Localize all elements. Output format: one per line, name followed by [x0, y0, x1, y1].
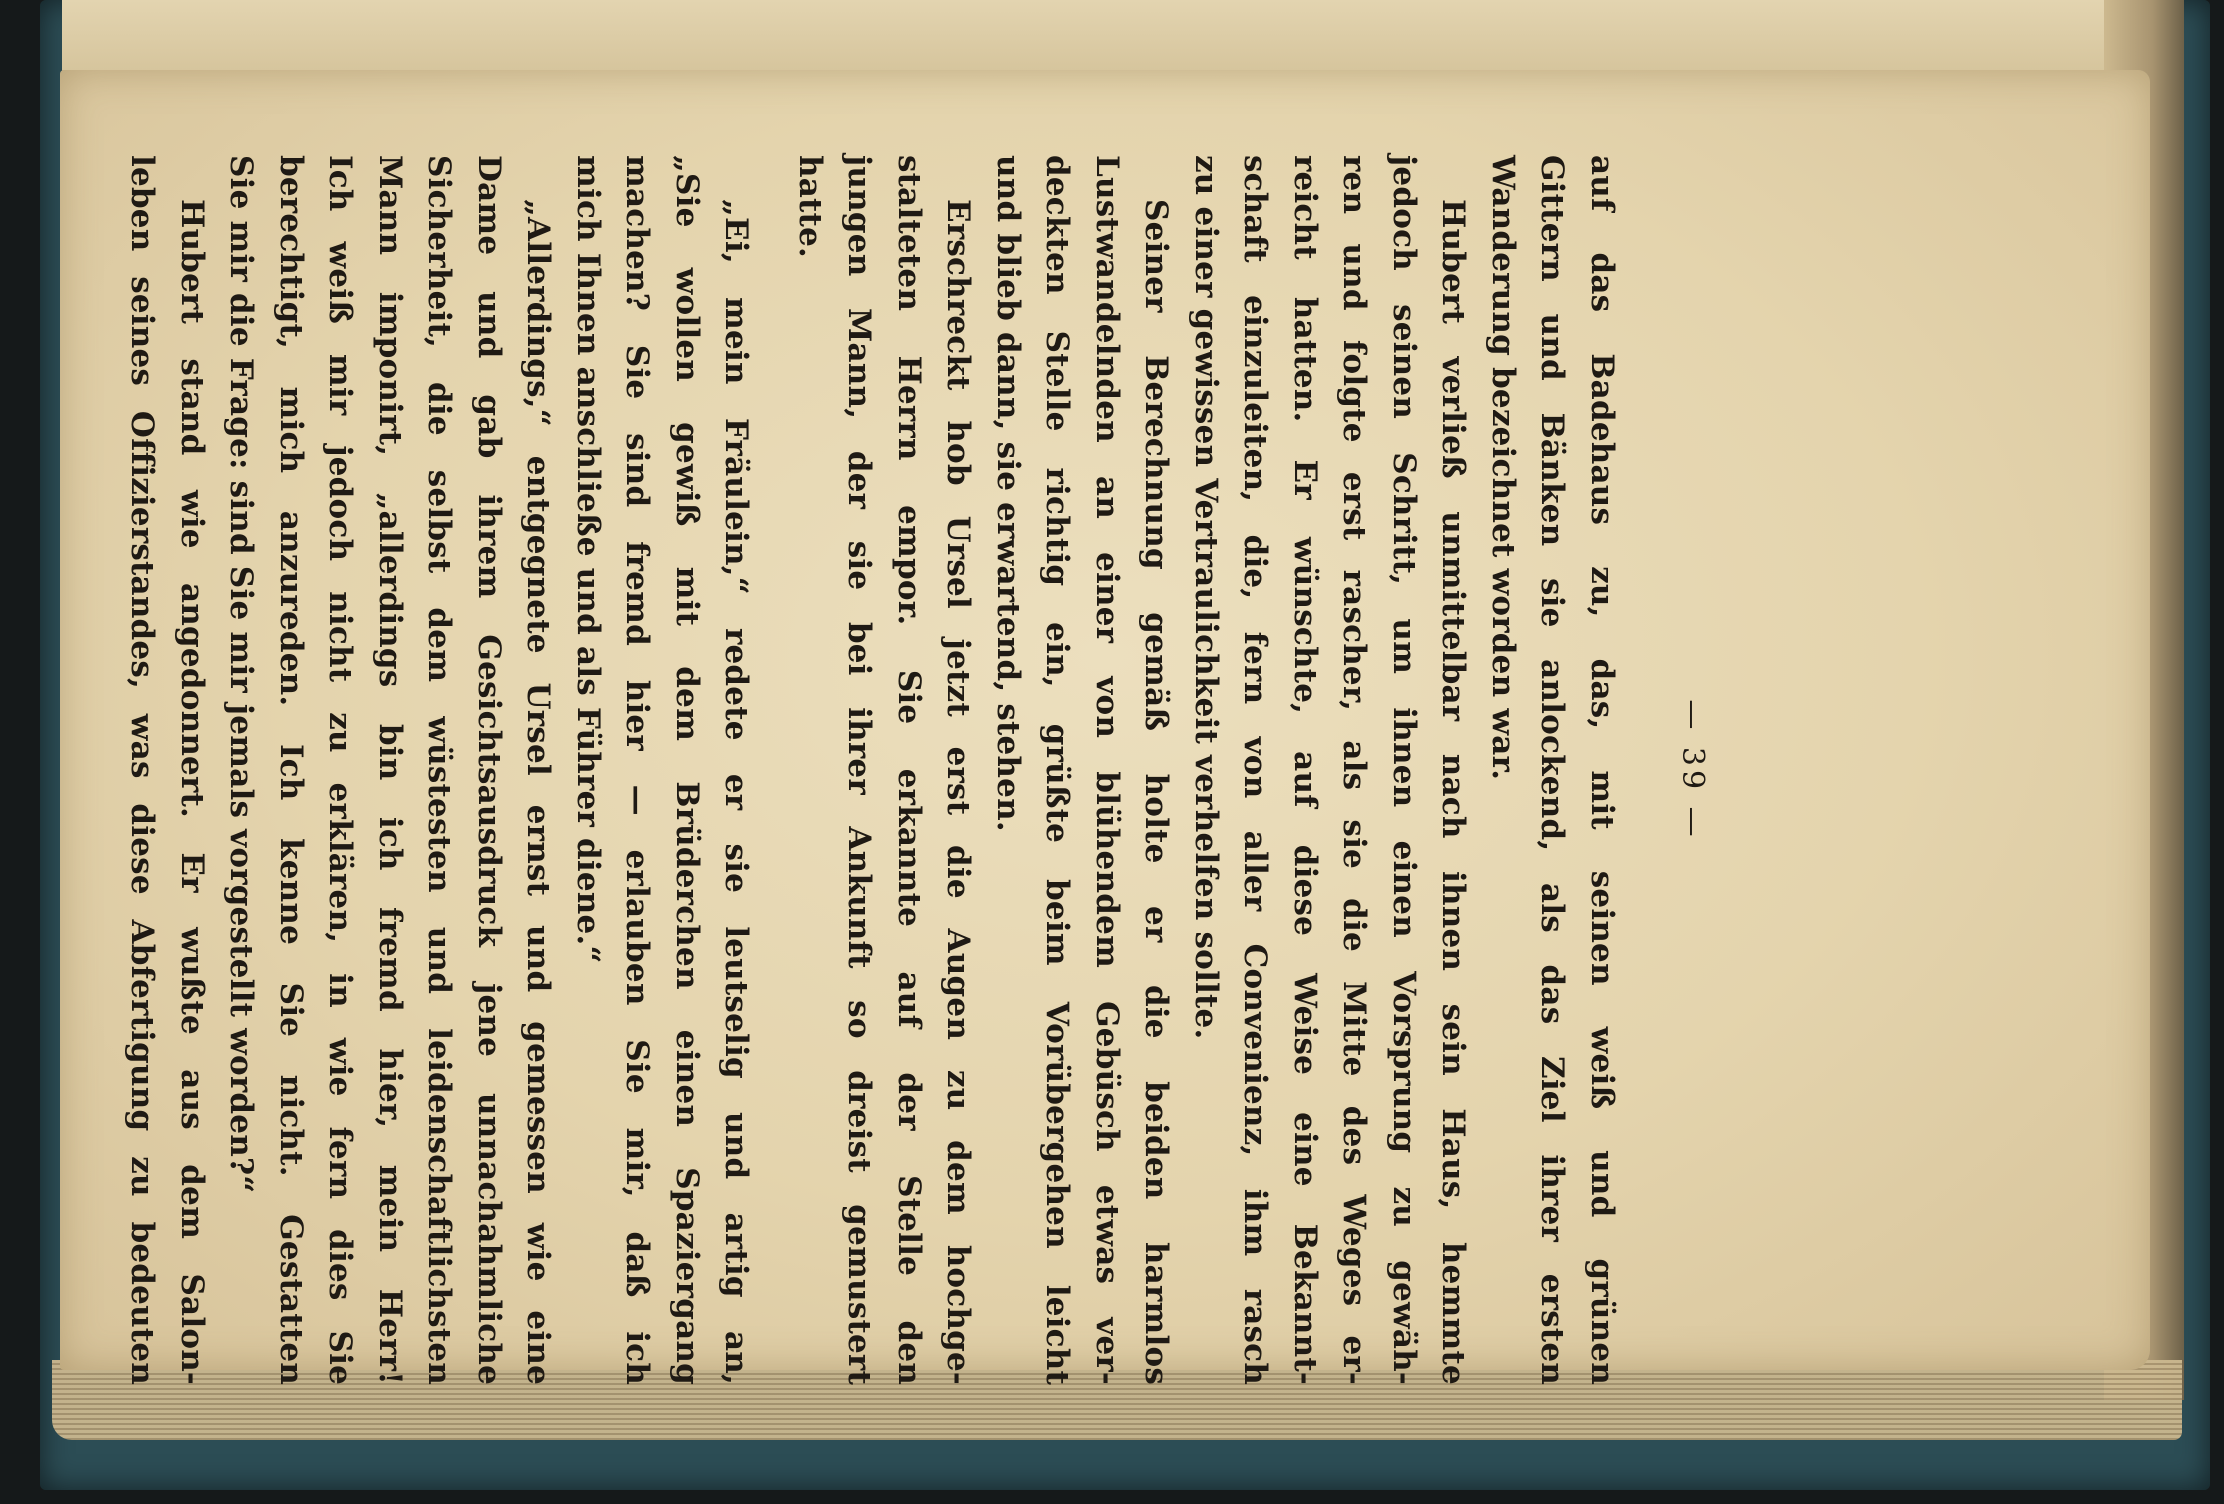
page-number: — 39 —	[1675, 699, 1710, 841]
previous-page-edge	[62, 0, 2162, 73]
text-line: stalteten Herrn empor. Sie erkannte auf der Stelle den	[891, 155, 927, 1385]
text-block	[124, 155, 1710, 1385]
book-page	[60, 70, 2150, 1385]
text-line: jedoch seinen Schritt, um ihnen einen Vorsprung zu gewäh-	[1386, 155, 1422, 1385]
text-line: schaft einzuleiten, die, fern von aller Convenienz, ihm rasch	[1237, 155, 1274, 1385]
text-line: berechtigt, mich anzureden. Ich kenne Sie nicht. Gestatten	[273, 155, 309, 1385]
text-line: Erschreckt hob Ursel jetzt erst die Augen zu dem hochge-	[940, 199, 977, 1385]
text-line: jungen Mann, der sie bei ihrer Ankunft so dreist gemustert	[841, 155, 878, 1385]
text-line: und blieb dann, sie erwartend, stehen.	[990, 155, 1026, 832]
text-line: auf das Badehaus zu, das, mit seinen weiß und grünen	[1584, 155, 1620, 1385]
text-line: Sie mir die Frage: sind Sie mir jemals vorgestellt worden?“	[223, 155, 260, 1194]
text-line: Mann imponirt, „allerdings bin ich fremd hier, mein Herr!	[372, 155, 408, 1385]
text-line: hatte.	[792, 155, 828, 258]
text-line: leben seines Offizierstandes, was diese Abfertigung zu bedeuten	[124, 155, 161, 1385]
text-line: zu einer gewissen Vertraulichkeit verhelfen sollte.	[1188, 155, 1224, 1040]
text-line: „Ei, mein Fräulein,“ redete er sie leutselig und artig an,	[718, 199, 755, 1385]
text-line: ren und folgte erst rascher, als sie die Mitte des Weges er-	[1336, 155, 1373, 1385]
text-line: Dame und gab ihrem Gesichtsausdruck jene unnachahmliche	[471, 155, 507, 1385]
text-line: „Allerdings,“ entgegnete Ursel ernst und gemessen wie eine	[520, 199, 557, 1385]
text-line: Hubert stand wie angedonnert. Er wußte aus dem Salon-	[174, 199, 210, 1385]
text-line: Lustwandelnden an einer von blühendem Gebüsch etwas ver-	[1089, 155, 1125, 1385]
text-line: mich Ihnen anschließe und als Führer diene.“	[570, 155, 606, 964]
text-line: Sicherheit, die selbst dem wüstesten und leidenschaftlichsten	[421, 155, 458, 1385]
text-line: Seiner Berechnung gemäß holte er die beiden harmlos	[1138, 199, 1175, 1385]
text-line: Wanderung bezeichnet worden war.	[1485, 155, 1521, 781]
text-line: deckten Stelle richtig ein, grüßte beim Vorübergehen leicht	[1039, 155, 1076, 1385]
text-lines	[117, 155, 1626, 1385]
text-line: „Sie wollen gewiß mit dem Brüderchen einen Spaziergang	[669, 155, 705, 1385]
text-line: machen? Sie sind fremd hier — erlauben Sie mir, daß ich	[619, 155, 656, 1385]
text-line: reicht hatten. Er wünschte, auf diese Weise eine Bekannt-	[1287, 155, 1323, 1385]
text-line: Ich weiß mir jedoch nicht zu erklären, in wie fern dies Sie	[322, 155, 359, 1385]
text-line: Gittern und Bänken sie anlockend, als das Ziel ihrer ersten	[1534, 155, 1571, 1385]
text-line: Hubert verließ unmittelbar nach ihnen sein Haus, hemmte	[1435, 199, 1472, 1385]
